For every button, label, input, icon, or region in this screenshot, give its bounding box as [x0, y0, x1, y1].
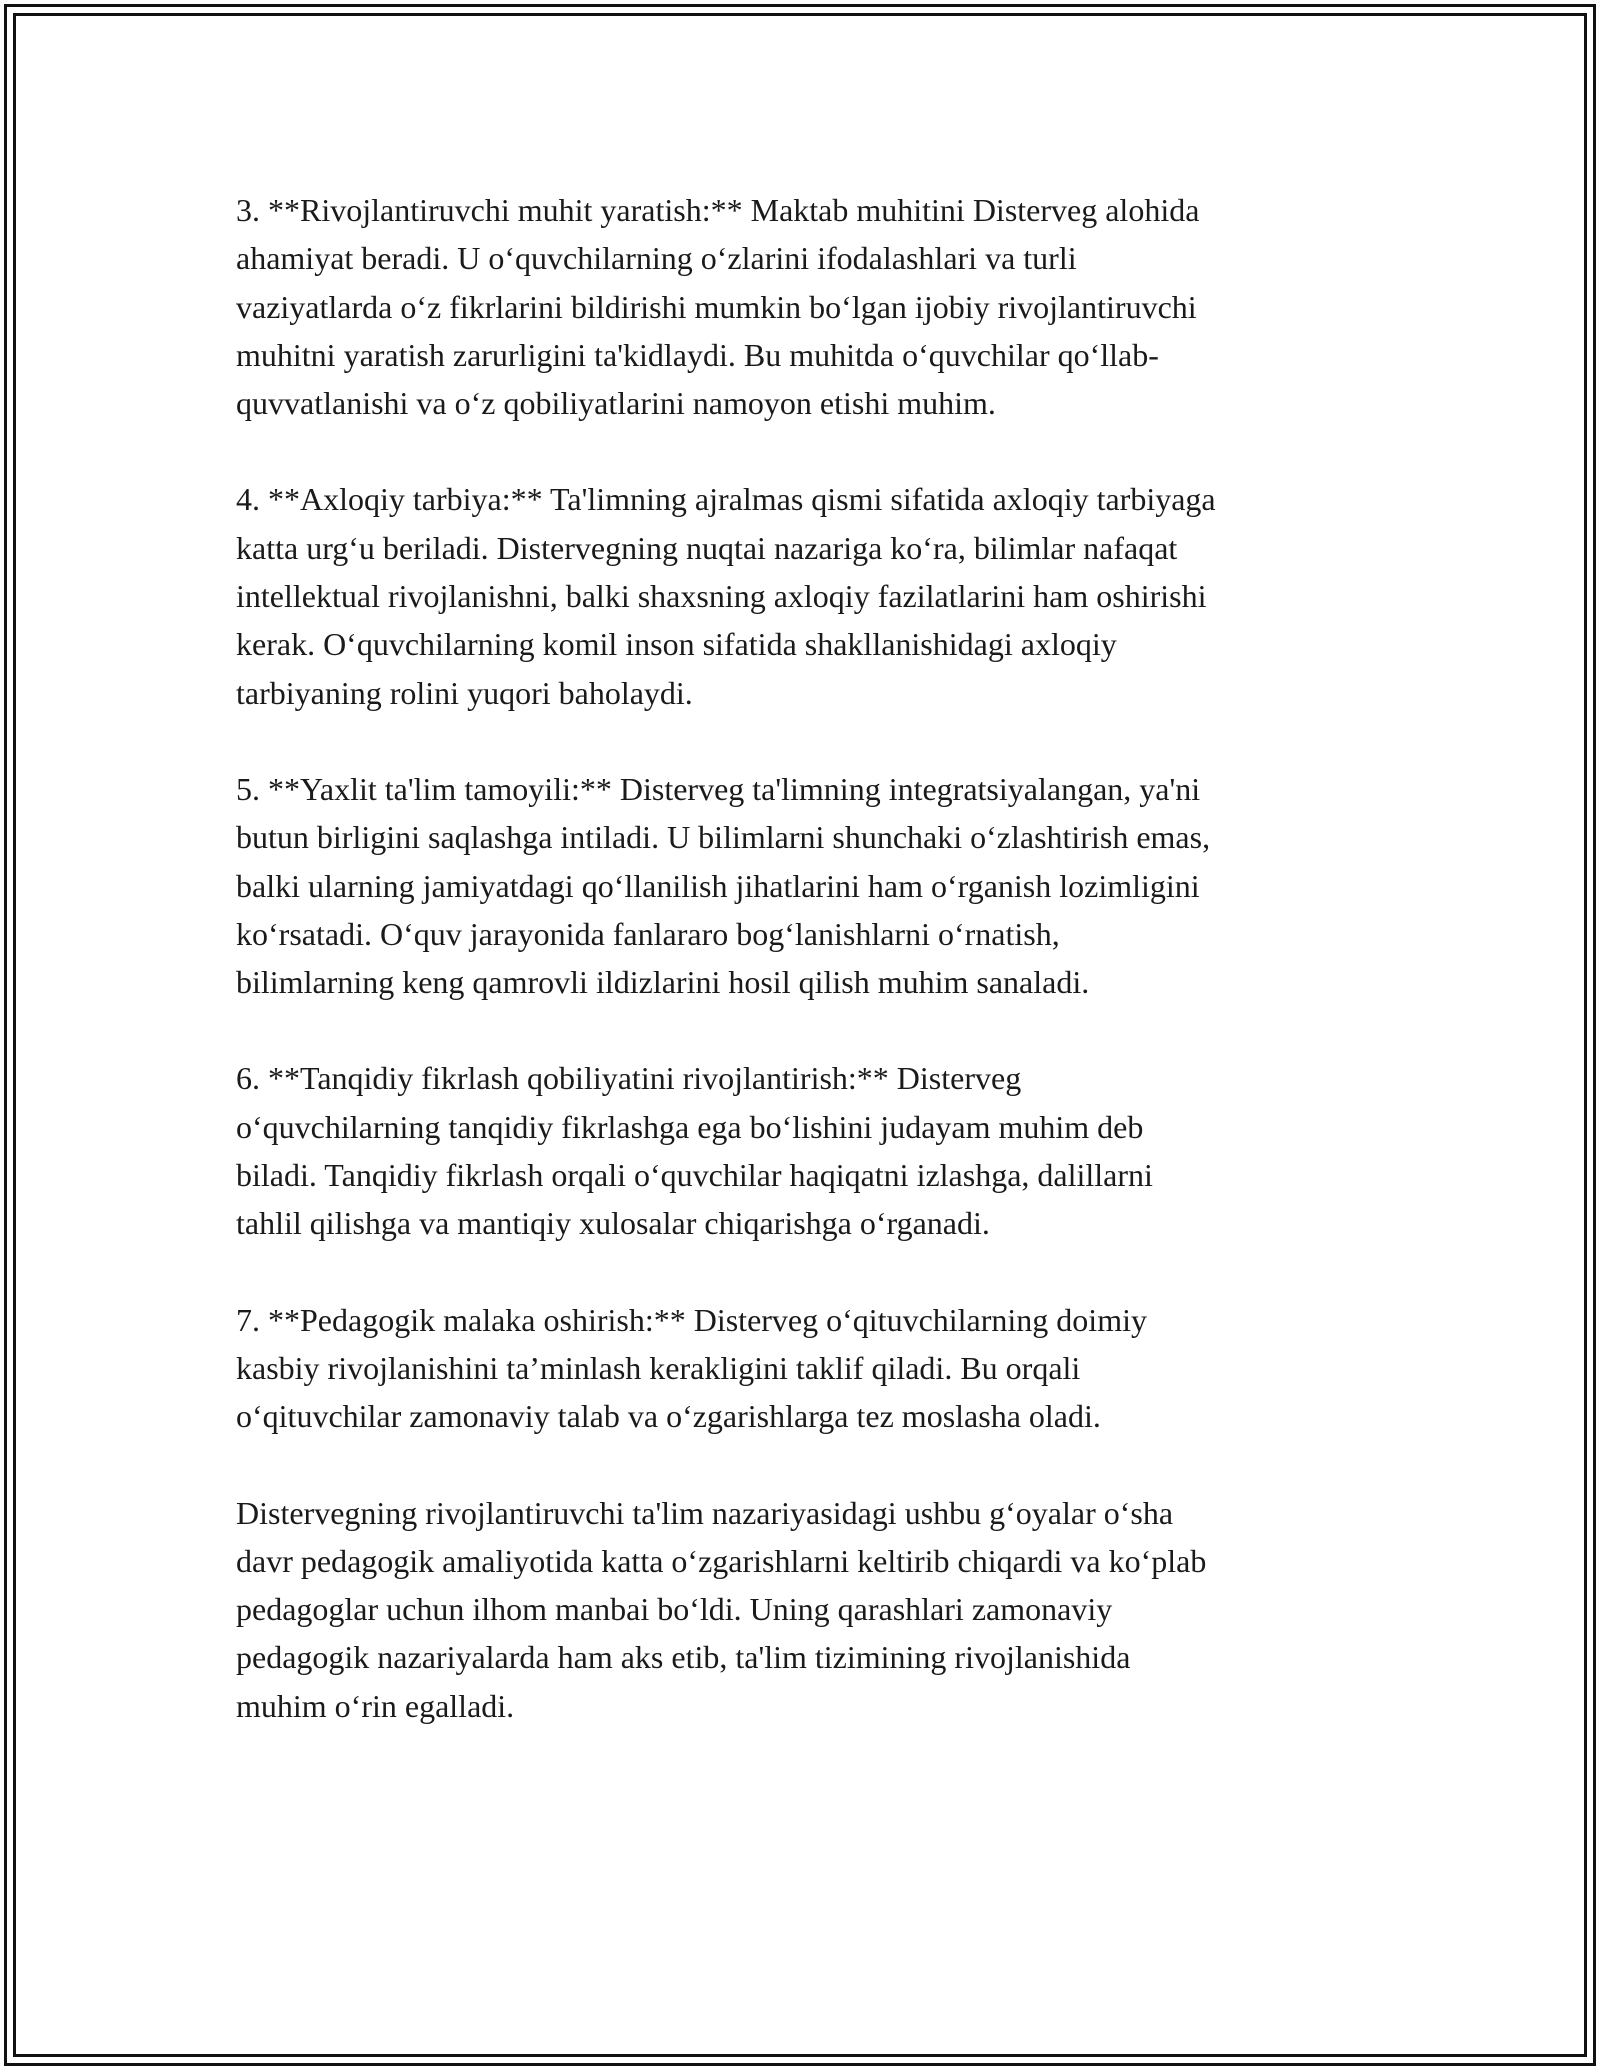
- document-body: [236, 186, 1366, 1778]
- text-line: vaziyatlarda o‘z fikrlarini bildirishi mumkin bo‘lgan ijobiy rivojlantiruvchi: [236, 288, 1197, 325]
- text-line: muhim o‘rin egalladi.: [236, 1687, 515, 1724]
- text-line: biladi. Tanqidiy fikrlash orqali o‘quvchilar haqiqatni izlashga, dalillarni: [236, 1157, 1153, 1194]
- text-line: tahlil qilishga va mantiqiy xulosalar chiqarishga o‘rganadi.: [236, 1205, 990, 1242]
- text-line: bilimlarning keng qamrovli ildizlarini hosil qilish muhim sanaladi.: [236, 964, 1090, 1001]
- text-line: pedagogik nazariyalarda ham aks etib, ta'lim tizimining rivojlanishida: [236, 1639, 1131, 1676]
- text-line: 7. **Pedagogik malaka oshirish:** Disterveg o‘qituvchilarning doimiy: [236, 1301, 1147, 1338]
- text-line: quvvatlanishi va o‘z qobiliyatlarini namoyon etishi muhim.: [236, 385, 996, 422]
- text-line: tarbiyaning rolini yuqori baholaydi.: [236, 674, 693, 711]
- text-line: 5. **Yaxlit ta'lim tamoyili:** Disterveg ta'limning integratsiyalangan, ya'ni: [236, 770, 1201, 807]
- text-line: o‘quvchilarning tanqidiy fikrlashga ega bo‘lishini judayam muhim deb: [236, 1108, 1144, 1145]
- paragraph-pedagogik-malaka: [236, 1296, 1366, 1441]
- text-line: kasbiy rivojlanishini ta’minlash kerakligini taklif qiladi. Bu orqali: [236, 1349, 1081, 1386]
- text-line: kerak. O‘quvchilarning komil inson sifatida shakllanishidagi axloqiy: [236, 626, 1117, 663]
- text-line: davr pedagogik amaliyotida katta o‘zgarishlarni keltirib chiqardi va ko‘plab: [236, 1542, 1207, 1579]
- text-line: 6. **Tanqidiy fikrlash qobiliyatini rivojlantirish:** Disterveg: [236, 1060, 1022, 1097]
- text-line: intellektual rivojlanishni, balki shaxsning axloqiy fazilatlarini ham oshirishi: [236, 578, 1207, 615]
- text-line: 4. **Axloqiy tarbiya:** Ta'limning ajralmas qismi sifatida axloqiy tarbiyaga: [236, 481, 1216, 518]
- text-line: balki ularning jamiyatdagi qo‘llanilish jihatlarini ham o‘rganish lozimligini: [236, 867, 1200, 904]
- text-line: muhitni yaratish zarurligini ta'kidlaydi. Bu muhitda o‘quvchilar qo‘llab-: [236, 336, 1159, 373]
- text-line: pedagoglar uchun ilhom manbai bo‘ldi. Uning qarashlari zamonaviy: [236, 1591, 1113, 1628]
- text-line: butun birligini saqlashga intiladi. U bilimlarni shunchaki o‘zlashtirish emas,: [236, 819, 1211, 856]
- paragraph-conclusion: [236, 1489, 1366, 1730]
- paragraph-axloqiy-tarbiya: [236, 475, 1366, 716]
- text-line: katta urg‘u beriladi. Distervegning nuqtai nazariga ko‘ra, bilimlar nafaqat: [236, 529, 1178, 566]
- text-line: ko‘rsatadi. O‘quv jarayonida fanlararo bog‘lanishlarni o‘rnatish,: [236, 915, 1060, 952]
- text-line: ahamiyat beradi. U o‘quvchilarning o‘zlarini ifodalashlari va turli: [236, 240, 1077, 277]
- text-line: o‘qituvchilar zamonaviy talab va o‘zgarishlarga tez moslasha oladi.: [236, 1398, 1101, 1435]
- paragraph-yaxlit-talim: [236, 765, 1366, 1006]
- text-line: 3. **Rivojlantiruvchi muhit yaratish:** Maktab muhitini Disterveg alohida: [236, 192, 1200, 228]
- paragraph-tanqidiy-fikrlash: [236, 1054, 1366, 1247]
- paragraph-rivojlantiruvchi-muhit: [236, 186, 1366, 427]
- text-line: Distervegning rivojlantiruvchi ta'lim nazariyasidagi ushbu g‘oyalar o‘sha: [236, 1494, 1174, 1531]
